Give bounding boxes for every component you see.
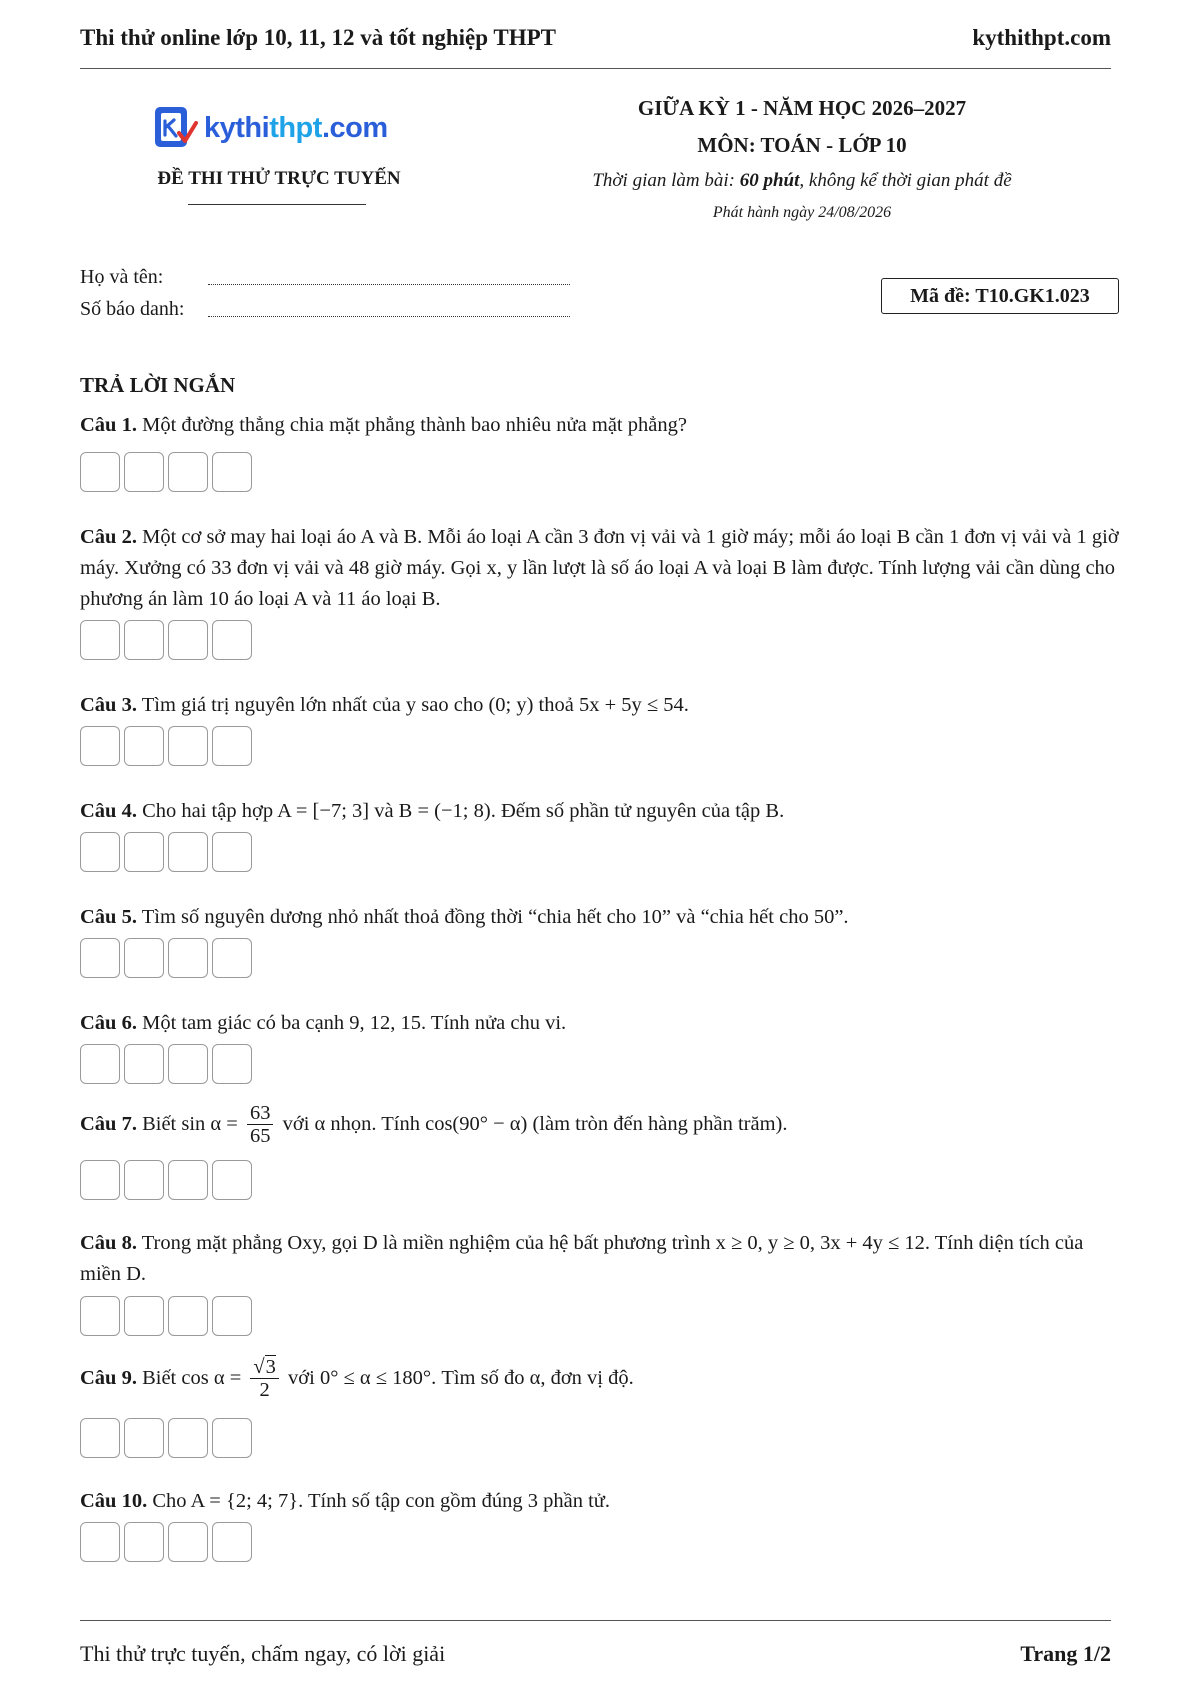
release-date: Phát hành ngày 24/08/2026 bbox=[712, 204, 892, 221]
logo-icon bbox=[152, 103, 198, 153]
answer-box[interactable] bbox=[168, 1044, 208, 1084]
answer-boxes-3 bbox=[80, 726, 252, 766]
answer-box[interactable] bbox=[80, 832, 120, 872]
answer-box[interactable] bbox=[212, 1418, 252, 1458]
answer-box[interactable] bbox=[80, 1044, 120, 1084]
answer-box[interactable] bbox=[212, 1044, 252, 1084]
answer-box[interactable] bbox=[124, 1296, 164, 1336]
logo-wordmark: kythithpt.com bbox=[204, 111, 388, 144]
answer-box[interactable] bbox=[168, 938, 208, 978]
name-input-line[interactable] bbox=[208, 270, 570, 285]
answer-boxes-1 bbox=[80, 452, 252, 492]
answer-box[interactable] bbox=[168, 620, 208, 660]
answer-box[interactable] bbox=[124, 726, 164, 766]
answer-box[interactable] bbox=[80, 1418, 120, 1458]
answer-box[interactable] bbox=[212, 938, 252, 978]
answer-boxes-2 bbox=[80, 620, 252, 660]
id-label: Số báo danh: bbox=[80, 298, 185, 320]
answer-box[interactable] bbox=[124, 1044, 164, 1084]
section-title: TRẢ LỜI NGẮN bbox=[80, 373, 236, 397]
fraction-sqrt3-2: $\frac{√3}{2}$ bbox=[250, 1356, 279, 1401]
answer-boxes-6 bbox=[80, 1044, 252, 1084]
answer-box[interactable] bbox=[168, 1418, 208, 1458]
question-2: Câu 2. Một cơ sở may hai loại áo A và B. Mỗi áo loại A cần 3 đơn vị vải và 1 giờ máy; mỗi áo loại B cần 1 đơn vị vải và 1 giờ máy. Xưởng có 33 đơn vị vải và 48 giờ máy. Gọi x, y lần lượt là số áo loại A và loại B làm được. Tính lượng vải cần dùng cho phương án làm 10 áo loại A và 11 áo loại B. bbox=[80, 526, 1119, 610]
answer-box[interactable] bbox=[212, 1522, 252, 1562]
exam-subject: MÔN: TOÁN - LỚP 10 bbox=[697, 133, 907, 157]
question-9: Câu 9. Biết cos α = $\frac{√3}{2}$ với 0° ≤ α ≤ 180°. Tìm số đo α, đơn vị độ. bbox=[80, 1356, 634, 1401]
answer-boxes-10 bbox=[80, 1522, 252, 1562]
answer-box[interactable] bbox=[80, 1522, 120, 1562]
id-field bbox=[80, 298, 570, 321]
site-logo bbox=[152, 100, 388, 156]
answer-box[interactable] bbox=[168, 1160, 208, 1200]
answer-box[interactable] bbox=[124, 938, 164, 978]
answer-boxes-7 bbox=[80, 1160, 252, 1200]
answer-box[interactable] bbox=[212, 832, 252, 872]
page-number: Trang 1/2 bbox=[1020, 1641, 1111, 1666]
exam-title: GIỮA KỲ 1 - NĂM HỌC 2026–2027 bbox=[637, 96, 967, 120]
answer-box[interactable] bbox=[212, 726, 252, 766]
answer-boxes-4 bbox=[80, 832, 252, 872]
answer-box[interactable] bbox=[80, 1296, 120, 1336]
answer-box[interactable] bbox=[212, 1160, 252, 1200]
name-field bbox=[80, 266, 570, 289]
page-footer bbox=[80, 1641, 1111, 1667]
footer-divider bbox=[80, 1620, 1111, 1621]
header-left-text: Thi thử online lớp 10, 11, 12 và tốt nghiệp THPT bbox=[80, 25, 556, 50]
question-3: Câu 3. Tìm giá trị nguyên lớn nhất của y sao cho (0; y) thoả 5x + 5y ≤ 54. bbox=[80, 694, 689, 716]
answer-boxes-8 bbox=[80, 1296, 252, 1336]
question-10: Câu 10. Cho A = {2; 4; 7}. Tính số tập con gồm đúng 3 phần tử. bbox=[80, 1490, 611, 1512]
answer-box[interactable] bbox=[124, 1160, 164, 1200]
answer-boxes-9 bbox=[80, 1418, 252, 1458]
answer-box[interactable] bbox=[124, 832, 164, 872]
answer-box[interactable] bbox=[80, 1160, 120, 1200]
exam-code-box: Mã đề: T10.GK1.023 bbox=[881, 278, 1119, 314]
answer-box[interactable] bbox=[80, 452, 120, 492]
page-header bbox=[80, 22, 1111, 54]
answer-box[interactable] bbox=[168, 832, 208, 872]
answer-box[interactable] bbox=[168, 1296, 208, 1336]
answer-box[interactable] bbox=[212, 620, 252, 660]
question-5: Câu 5. Tìm số nguyên dương nhỏ nhất thoả đồng thời “chia hết cho 10” và “chia hết cho 50”. bbox=[80, 906, 849, 928]
header-site-name: kythithpt.com bbox=[972, 25, 1111, 50]
id-input-line[interactable] bbox=[208, 302, 570, 317]
answer-boxes-5 bbox=[80, 938, 252, 978]
answer-box[interactable] bbox=[124, 620, 164, 660]
fraction-63-65: $\frac{63}{65}$ bbox=[247, 1102, 274, 1147]
footer-tagline: Thi thử trực tuyến, chấm ngay, có lời giải bbox=[80, 1641, 446, 1666]
question-6: Câu 6. Một tam giác có ba cạnh 9, 12, 15. Tính nửa chu vi. bbox=[80, 1012, 567, 1034]
answer-box[interactable] bbox=[168, 452, 208, 492]
answer-box[interactable] bbox=[168, 726, 208, 766]
exam-duration: Thời gian làm bài: 60 phút, không kể thời gian phát đề bbox=[592, 170, 1012, 191]
question-7: Câu 7. Biết sin α = $\frac{63}{65}$ với α nhọn. Tính cos(90° − α) (làm tròn đến hàng phần trăm). bbox=[80, 1102, 788, 1147]
exam-type-label: ĐỀ THI THỬ TRỰC TUYẾN bbox=[157, 168, 401, 189]
question-4: Câu 4. Cho hai tập hợp A = [−7; 3] và B = (−1; 8). Đếm số phần tử nguyên của tập B. bbox=[80, 800, 785, 822]
answer-box[interactable] bbox=[124, 1522, 164, 1562]
answer-box[interactable] bbox=[212, 452, 252, 492]
answer-box[interactable] bbox=[80, 938, 120, 978]
answer-box[interactable] bbox=[212, 1296, 252, 1336]
answer-box[interactable] bbox=[124, 452, 164, 492]
answer-box[interactable] bbox=[80, 726, 120, 766]
answer-box[interactable] bbox=[80, 620, 120, 660]
answer-box[interactable] bbox=[124, 1418, 164, 1458]
question-1: Câu 1. Một đường thẳng chia mặt phẳng thành bao nhiêu nửa mặt phẳng? bbox=[80, 414, 687, 436]
name-label: Họ và tên: bbox=[80, 266, 164, 288]
header-divider bbox=[80, 68, 1111, 69]
question-8: Câu 8. Trong mặt phẳng Oxy, gọi D là miền nghiệm của hệ bất phương trình x ≥ 0, y ≥ 0, 3x + 4y ≤ 12. Tính diện tích của miền D. bbox=[80, 1232, 1084, 1285]
answer-box[interactable] bbox=[168, 1522, 208, 1562]
exam-label-underline bbox=[188, 204, 366, 205]
